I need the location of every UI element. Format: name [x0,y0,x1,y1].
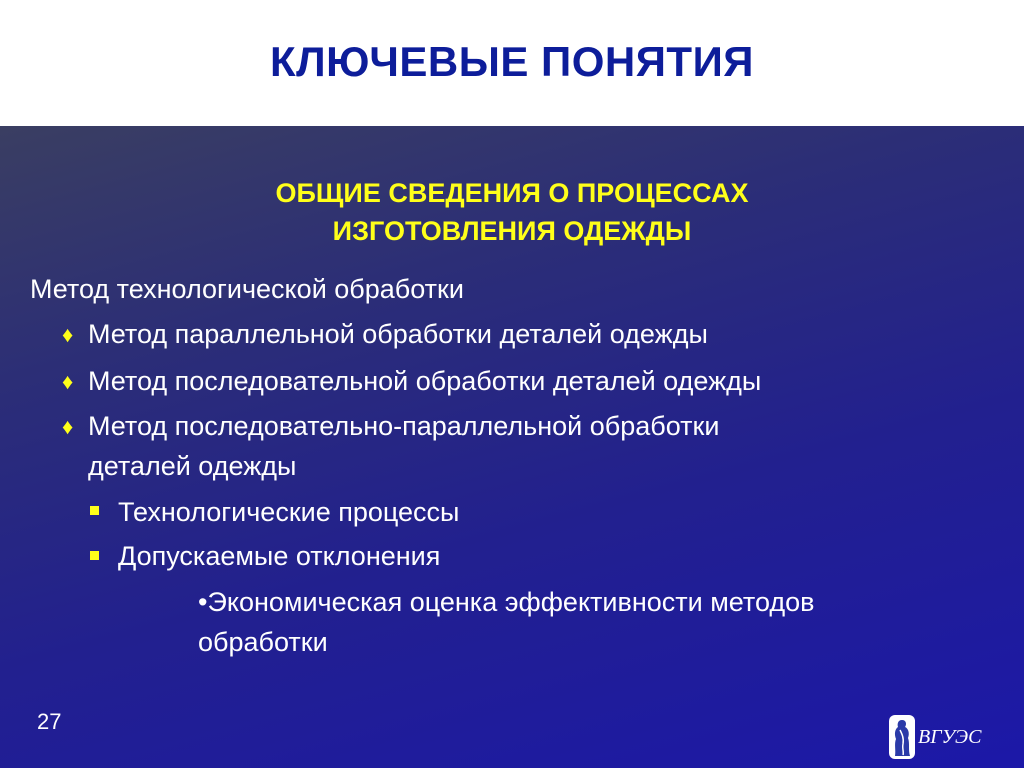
diamond-bullet-icon: ♦ [62,414,74,439]
method-item-1: Метод параллельной обработки деталей одежды [88,319,708,349]
subtitle-line-1: ОБЩИЕ СВЕДЕНИЯ О ПРОЦЕССАХ [275,178,749,208]
economics-item-continuation: обработки [198,627,328,657]
process-item-1: Технологические процессы [118,497,460,527]
statue-logo-icon [888,712,918,762]
diamond-bullet-icon: ♦ [62,322,74,347]
slide-subtitle [0,174,1024,250]
economics-item: •Экономическая оценка эффективности методов [198,587,815,617]
section-heading: Метод технологической обработки [30,274,464,304]
method-item-2: Метод последовательной обработки деталей одежды [88,366,762,396]
slide-title: КЛЮЧЕВЫЕ ПОНЯТИЯ [270,38,754,85]
square-bullet-icon [90,506,99,515]
logo-text: ВГУЭС [918,726,982,748]
subtitle-line-2: ИЗГОТОВЛЕНИЯ ОДЕЖДЫ [332,216,692,246]
square-bullet-icon [90,551,99,560]
method-item-3-continuation: деталей одежды [88,451,297,481]
process-item-2: Допускаемые отклонения [118,541,441,571]
diamond-bullet-icon: ♦ [62,369,74,394]
page-number: 27 [37,709,62,734]
method-item-3: Метод последовательно-параллельной обработки [88,411,720,441]
